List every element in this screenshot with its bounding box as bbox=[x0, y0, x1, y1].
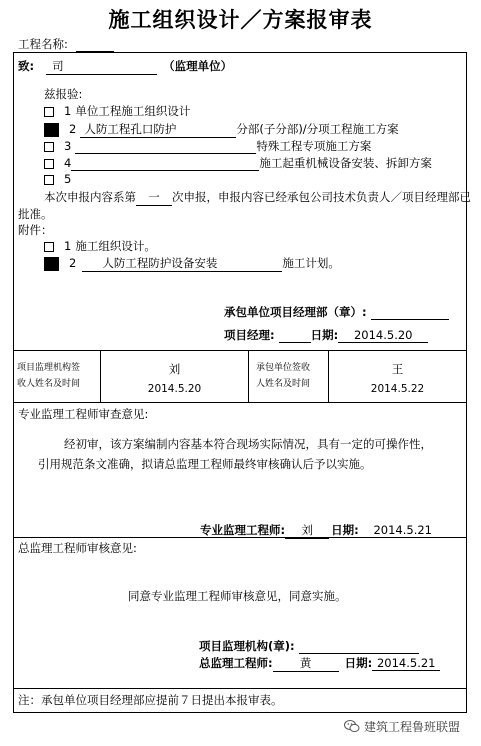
item-checkbox-checked[interactable] bbox=[44, 123, 59, 137]
item-3: 3 特殊工程专项施工方案 bbox=[44, 138, 371, 154]
supervision-org-seal-field[interactable] bbox=[299, 639, 419, 654]
attachment-fill-field[interactable]: 人防工程防护设备安装 bbox=[82, 255, 282, 272]
item-text: 单位工程施工组织设计 bbox=[75, 104, 191, 118]
project-name-row bbox=[18, 36, 114, 52]
receipt-right-name: 王 bbox=[391, 362, 404, 376]
project-manager-label: 项目经理: bbox=[224, 328, 275, 342]
specialist-date-field[interactable]: 2014.5.21 bbox=[359, 523, 447, 538]
receipt-left-date: 2014.5.20 bbox=[147, 383, 202, 395]
chief-review-heading: 总监理工程师审核意见: bbox=[18, 541, 137, 555]
receipt-right-date: 2014.5.22 bbox=[370, 383, 425, 395]
wechat-icon bbox=[344, 719, 360, 736]
divider-line bbox=[13, 402, 467, 403]
divider-line bbox=[248, 350, 249, 402]
item-text: 施工起重机械设备安装、拆卸方案 bbox=[259, 156, 432, 170]
contractor-seal-field[interactable] bbox=[371, 305, 449, 320]
receipt-left-label: 项目监理机构签 收人姓名及时间 bbox=[17, 363, 81, 389]
attachment-text: 施工计划。 bbox=[282, 256, 340, 270]
item-1: 1 单位工程施工组织设计 bbox=[44, 103, 190, 119]
specialist-signature-row bbox=[200, 522, 447, 539]
chief-review-body: 同意专业监理工程师审核意见，同意实施。 bbox=[128, 589, 347, 603]
contractor-manager-row bbox=[224, 327, 428, 343]
item-checkbox[interactable] bbox=[44, 107, 54, 117]
item-checkbox[interactable] bbox=[44, 142, 54, 152]
to-row bbox=[18, 58, 232, 75]
chief-org-row bbox=[199, 638, 419, 654]
item-4: 4 施工起重机械设备安装、拆卸方案 bbox=[44, 155, 432, 171]
project-name-field[interactable] bbox=[76, 37, 114, 52]
chief-engineer-label: 总监理工程师: bbox=[199, 656, 273, 670]
to-label: 致: bbox=[18, 59, 35, 73]
attachments-label: 附件： bbox=[18, 223, 53, 237]
receipt-left-name: 刘 bbox=[168, 362, 181, 376]
supervision-unit-suffix: （监理单位） bbox=[163, 59, 233, 73]
receipt-right-label: 承包单位签收 人姓名及时间 bbox=[256, 363, 311, 389]
watermark bbox=[344, 718, 460, 736]
divider-line bbox=[13, 688, 467, 689]
submission-count-field[interactable]: 一 bbox=[136, 189, 172, 206]
specialist-engineer-field[interactable]: 刘 bbox=[285, 522, 329, 539]
date-label: 日期: bbox=[331, 523, 359, 537]
attachment-checkbox[interactable] bbox=[44, 242, 54, 252]
contractor-dept-label: 承包单位项目经理部（章）: bbox=[224, 305, 367, 319]
item-text: 特殊工程专项施工方案 bbox=[256, 139, 372, 153]
item-checkbox[interactable] bbox=[44, 175, 54, 185]
specialist-review-body-2: 引用规范条文准确，拟请总监理工程师最终审核确认后予以实施。 bbox=[38, 457, 372, 471]
chief-engineer-field[interactable]: 黄 bbox=[273, 655, 339, 672]
declaration-line: 本次申报内容系第 一 次申报，申报内容已经承包公司技术负责人／项目经理部已 bbox=[44, 190, 471, 204]
supervision-org-label: 项目监理机构(章): bbox=[199, 639, 295, 653]
chief-signature-row bbox=[199, 655, 440, 672]
specialist-engineer-label: 专业监理工程师: bbox=[200, 523, 286, 537]
form-title: 施工组织设计／方案报审表 bbox=[108, 8, 373, 32]
date-label: 日期: bbox=[310, 328, 339, 342]
item-text: 分部(子分部)/分项工程施工方案 bbox=[236, 122, 399, 136]
item-fill-field[interactable] bbox=[75, 139, 256, 154]
specialist-review-heading: 专业监理工程师审查意见: bbox=[18, 407, 149, 421]
attachment-text: 施工组织设计。 bbox=[75, 239, 156, 253]
watermark-text: 建筑工程鲁班联盟 bbox=[364, 720, 461, 734]
project-name-label: 工程名称: bbox=[18, 37, 68, 51]
item-checkbox[interactable] bbox=[44, 159, 54, 169]
project-manager-field[interactable] bbox=[279, 328, 311, 343]
footnote: 注：承包单位项目经理部应提前７日提出本报审表。 bbox=[18, 693, 283, 707]
declaration-line-2: 批准。 bbox=[18, 207, 53, 221]
chief-date-field[interactable]: 2014.5.21 bbox=[372, 656, 440, 671]
attachment-2: 2 人防工程防护设备安装 施工计划。 bbox=[44, 255, 340, 272]
specialist-review-body-1: 经初审，该方案编制内容基本符合现场实际情况，具有一定的可操作性， bbox=[64, 437, 432, 451]
attachment-checkbox-checked[interactable] bbox=[44, 257, 59, 271]
attachment-1: 1 施工组织设计。 bbox=[44, 238, 156, 254]
date-label: 日期: bbox=[344, 656, 373, 670]
submit-label: 兹报验: bbox=[44, 87, 83, 101]
contractor-dept-row bbox=[224, 304, 449, 320]
supervision-unit-field[interactable]: 司 bbox=[46, 58, 157, 75]
item-2: 2 人防工程孔口防护 分部(子分部)/分项工程施工方案 bbox=[44, 121, 399, 138]
divider-line bbox=[13, 350, 467, 351]
item-fill-field[interactable]: 人防工程孔口防护 bbox=[80, 121, 236, 138]
contractor-date-field[interactable]: 2014.5.20 bbox=[338, 328, 428, 343]
item-fill-field[interactable] bbox=[71, 156, 259, 171]
item-5: 5 bbox=[44, 172, 71, 186]
